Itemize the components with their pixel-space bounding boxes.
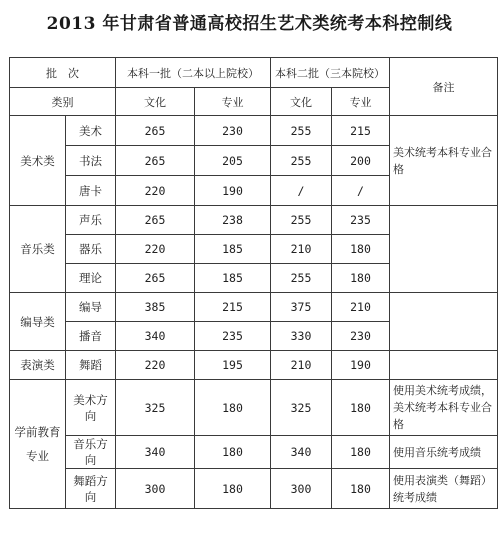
batch1-culture: 220	[116, 176, 195, 206]
batch1-culture: 385	[116, 293, 195, 322]
batch2-major: 180	[332, 264, 390, 293]
batch1-major: 185	[195, 264, 271, 293]
batch2-major: 180	[332, 436, 390, 469]
batch2-major: 190	[332, 351, 390, 380]
batch1-culture: 300	[116, 469, 195, 509]
table-row	[10, 351, 498, 380]
sub-category: 播音	[66, 322, 116, 351]
group-name: 表演类	[10, 351, 66, 380]
batch2-major: 180	[332, 469, 390, 509]
batch1-culture: 265	[116, 116, 195, 146]
sub-category: 音乐方向	[66, 436, 116, 469]
batch1-culture: 220	[116, 235, 195, 264]
batch2-major-header: 专业	[332, 88, 390, 116]
batch2-culture: 255	[271, 206, 332, 235]
group-name: 编导类	[10, 293, 66, 351]
batch1-culture-header: 文化	[116, 88, 195, 116]
batch2-major: 235	[332, 206, 390, 235]
sub-category: 书法	[66, 146, 116, 176]
batch2-major: 230	[332, 322, 390, 351]
table-row	[10, 380, 498, 436]
batch2-culture: 325	[271, 380, 332, 436]
batch2-culture: 375	[271, 293, 332, 322]
batch1-major: 185	[195, 235, 271, 264]
batch1-major: 180	[195, 469, 271, 509]
table-row	[10, 469, 498, 509]
remarks-header: 备注	[390, 58, 498, 116]
batch-header: 批 次	[10, 58, 116, 88]
batch1-culture: 265	[116, 146, 195, 176]
remark-cell	[390, 206, 498, 293]
batch1-major-header: 专业	[195, 88, 271, 116]
remark-cell: 美术统考本科专业合格	[390, 116, 498, 206]
page-title: 2013 年甘肃省普通高校招生艺术类统考本科控制线	[46, 14, 453, 34]
batch1-culture: 265	[116, 264, 195, 293]
remark-cell: 使用美术统考成绩，美术统考本科专业合格	[390, 380, 498, 436]
batch2-culture: 330	[271, 322, 332, 351]
batch1-major: 190	[195, 176, 271, 206]
remark-cell	[390, 293, 498, 351]
batch2-major: 180	[332, 235, 390, 264]
sub-category: 舞蹈	[66, 351, 116, 380]
table-row	[10, 436, 498, 469]
batch2-header: 本科二批（三本院校）	[271, 58, 390, 88]
batch2-culture: 210	[271, 351, 332, 380]
batch2-culture: 210	[271, 235, 332, 264]
batch1-culture: 340	[116, 436, 195, 469]
batch1-major: 215	[195, 293, 271, 322]
table-row	[10, 206, 498, 235]
sub-category: 声乐	[66, 206, 116, 235]
sub-category: 器乐	[66, 235, 116, 264]
batch1-culture: 220	[116, 351, 195, 380]
category-header: 类别	[10, 88, 116, 116]
sub-category: 编导	[66, 293, 116, 322]
sub-category: 理论	[66, 264, 116, 293]
sub-category: 唐卡	[66, 176, 116, 206]
header-row-batch	[10, 58, 498, 88]
batch2-major: 215	[332, 116, 390, 146]
batch1-major: 180	[195, 436, 271, 469]
sub-category: 舞蹈方向	[66, 469, 116, 509]
batch2-culture: 255	[271, 264, 332, 293]
sub-category: 美术	[66, 116, 116, 146]
group-name: 美术类	[10, 116, 66, 206]
batch1-culture: 340	[116, 322, 195, 351]
table-row	[10, 293, 498, 322]
batch1-major: 238	[195, 206, 271, 235]
batch2-culture-header: 文化	[271, 88, 332, 116]
batch2-major: 210	[332, 293, 390, 322]
batch2-culture: 340	[271, 436, 332, 469]
sub-category: 美术方向	[66, 380, 116, 436]
group-name: 音乐类	[10, 206, 66, 293]
batch2-major: 180	[332, 380, 390, 436]
batch2-major: /	[332, 176, 390, 206]
batch1-major: 180	[195, 380, 271, 436]
batch1-culture: 265	[116, 206, 195, 235]
batch2-culture: 255	[271, 116, 332, 146]
remark-cell: 使用表演类（舞蹈）统考成绩	[390, 469, 498, 509]
batch1-major: 235	[195, 322, 271, 351]
group-name: 学前教育专业	[10, 380, 66, 509]
batch1-major: 205	[195, 146, 271, 176]
batch2-culture: /	[271, 176, 332, 206]
batch2-culture: 255	[271, 146, 332, 176]
batch1-major: 230	[195, 116, 271, 146]
batch1-header: 本科一批（二本以上院校）	[116, 58, 271, 88]
batch1-culture: 325	[116, 380, 195, 436]
remark-cell	[390, 351, 498, 380]
batch1-major: 195	[195, 351, 271, 380]
table-row	[10, 116, 498, 146]
batch2-culture: 300	[271, 469, 332, 509]
remark-cell: 使用音乐统考成绩	[390, 436, 498, 469]
control-line-table	[9, 57, 498, 509]
batch2-major: 200	[332, 146, 390, 176]
